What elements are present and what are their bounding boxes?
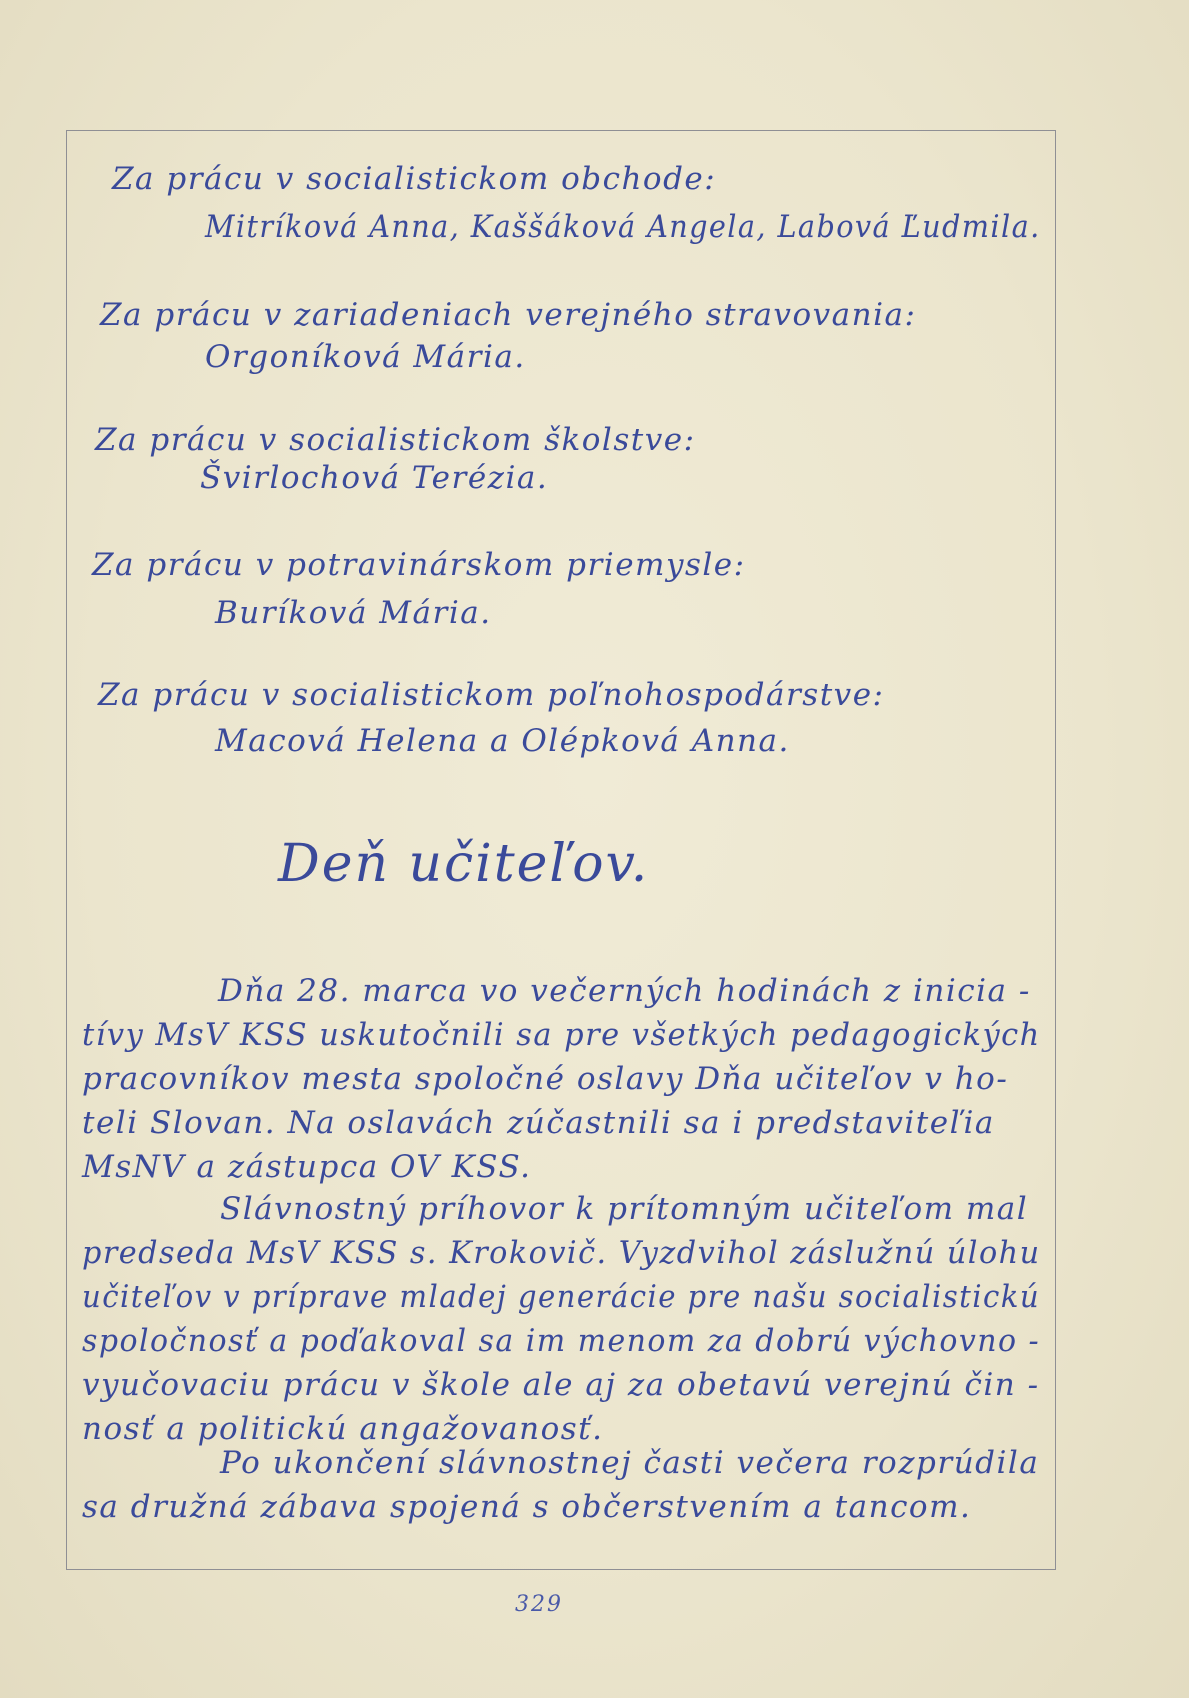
body-line-5: MsNV a zástupca OV KSS. [82, 1149, 532, 1185]
section-heading: Deň učiteľov. [278, 834, 650, 894]
body-line-8: učiteľov v príprave mladej generácie pre našu socialistickú [82, 1279, 1041, 1315]
body-line-7: predseda MsV KSS s. Krokovič. Vyzdvihol záslužnú úlohu [82, 1235, 1041, 1271]
body-line-9: spoločnosť a poďakoval sa im menom za dobrú výchovno - [82, 1323, 1041, 1359]
body-line-10: vyučovaciu prácu v škole ale aj za obetavú verejnú čin - [82, 1367, 1040, 1403]
body-line-12: Po ukončení slávnostnej časti večera rozprúdila [220, 1445, 1040, 1481]
body-line-4: teli Slovan. Na oslavách zúčastnili sa i predstaviteľia [82, 1105, 995, 1141]
award-names-1: Mitríková Anna, Kaššáková Angela, Labová Ľudmila. [205, 209, 1041, 245]
award-category-4: Za prácu v potravinárskom priemysle: [92, 547, 746, 583]
body-line-11: nosť a politickú angažovanosť. [82, 1411, 604, 1447]
page-number: 329 [515, 1592, 563, 1617]
award-names-5: Macová Helena a Olépková Anna. [215, 723, 790, 759]
body-line-1: Dňa 28. marca vo večerných hodinách z inicia - [218, 973, 1031, 1009]
award-names-3: Švirlochová Terézia. [200, 460, 549, 496]
award-category-2: Za prácu v zariadeniach verejného stravovania: [100, 297, 917, 333]
body-line-3: pracovníkov mesta spoločné oslavy Dňa učiteľov v ho- [82, 1061, 1009, 1097]
body-line-6: Slávnostný príhovor k prítomným učiteľom mal [220, 1191, 1029, 1227]
award-category-5: Za prácu v socialistickom poľnohospodárstve: [98, 677, 885, 713]
award-category-1: Za prácu v socialistickom obchode: [112, 161, 717, 197]
award-names-4: Buríková Mária. [215, 595, 492, 631]
body-line-13: sa družná zábava spojená s občerstvením a tancom. [82, 1489, 972, 1525]
body-line-2: tívy MsV KSS uskutočnili sa pre všetkých pedagogických [82, 1017, 1041, 1053]
award-names-2: Orgoníková Mária. [205, 339, 526, 375]
award-category-3: Za prácu v socialistickom školstve: [95, 422, 696, 458]
